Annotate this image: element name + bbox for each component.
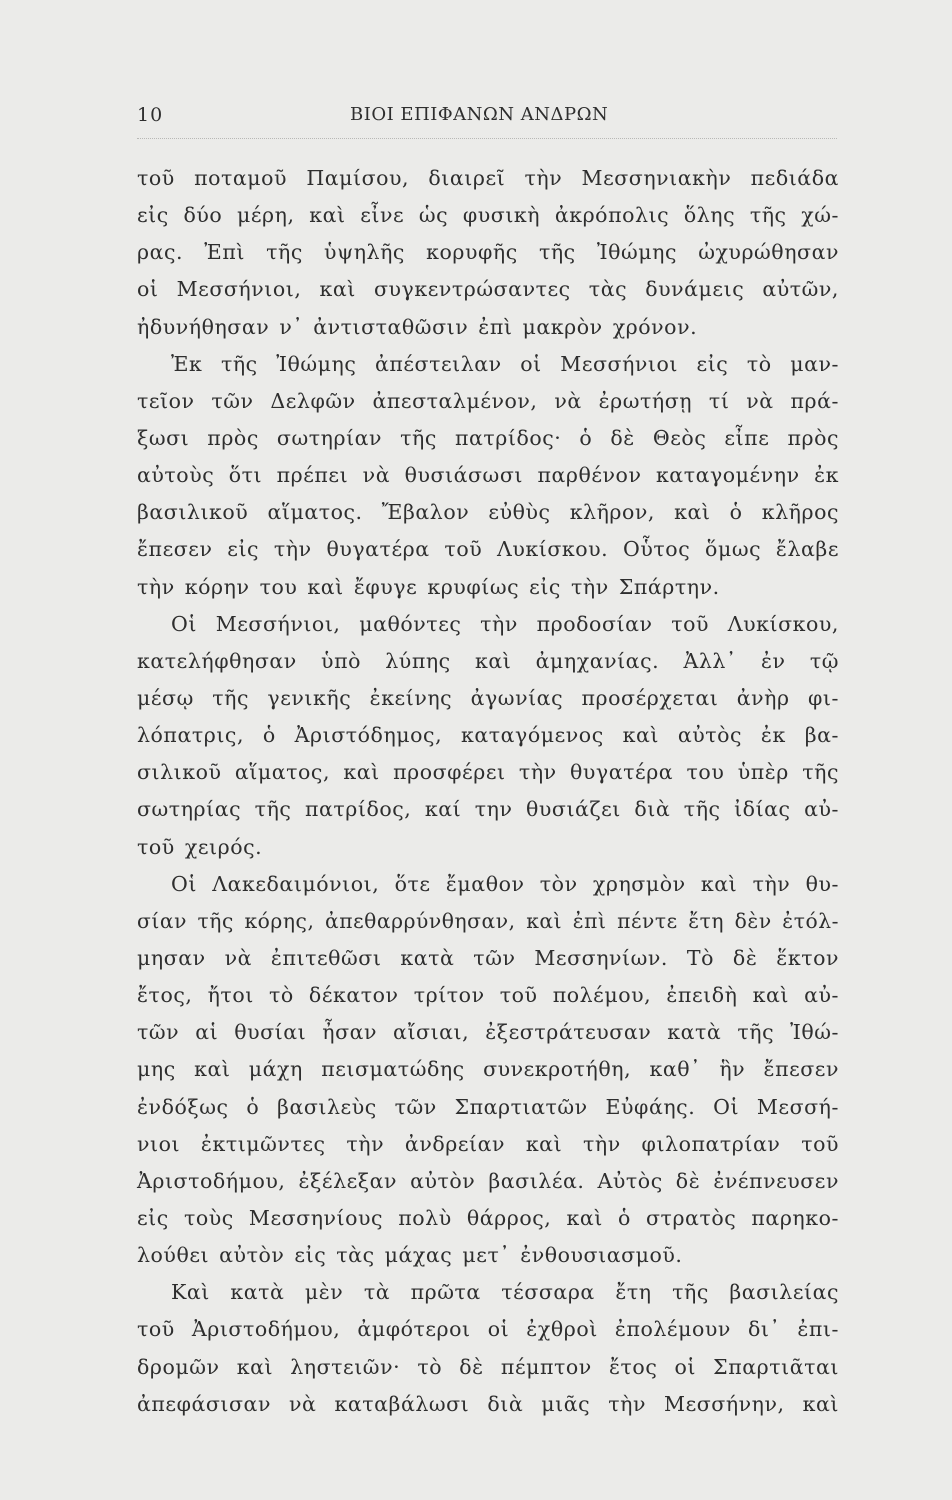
text-line: μησαν νὰ ἐπιτεθῶσι κατὰ τῶν Μεσσηνίων. Τὸ δὲ ἕκτον	[137, 945, 839, 970]
text-line: τὴν κόρην του καὶ ἔφυγε κρυφίως εἰς τὴν Σπάρτην.	[137, 574, 720, 599]
text-line: μης καὶ μάχη πεισματώδης συνεκροτήθη, καθ᾽ ἣν ἔπεσεν	[137, 1057, 839, 1082]
page-number: 10	[137, 104, 164, 126]
text-line: Ἐκ τῆς Ἰθώμης ἀπέστειλαν οἱ Μεσσήνιοι εἰς τὸ μαν-	[171, 351, 839, 376]
text-line: αὐτοὺς ὅτι πρέπει νὰ θυσιάσωσι παρθένον καταγομένην ἐκ	[137, 463, 839, 488]
body-text	[137, 160, 839, 1423]
text-line: Οἱ Μεσσήνιοι, μαθόντες τὴν προδοσίαν τοῦ Λυκίσκου,	[171, 611, 839, 636]
running-title: ΒΙΟΙ ΕΠΙΦΑΝΩΝ ΑΝΔΡΩΝ	[350, 104, 609, 125]
text-line: τοῦ Ἀριστοδήμου, ἀμφότεροι οἱ ἐχθροὶ ἐπολέμουν δι᾽ ἐπι-	[137, 1317, 839, 1342]
text-line: νιοι ἐκτιμῶντες τὴν ἀνδρείαν καὶ τὴν φιλοπατρίαν τοῦ	[137, 1131, 839, 1156]
text-line: λούθει αὐτὸν εἰς τὰς μάχας μετ᾽ ἐνθουσιασμοῦ.	[137, 1243, 683, 1268]
text-line: βασιλικοῦ αἵματος. Ἔβαλον εὐθὺς κλῆρον, καὶ ὁ κλῆρος	[137, 500, 839, 525]
text-line: ρας. Ἐπὶ τῆς ὑψηλῆς κορυφῆς τῆς Ἰθώμης ὠχυρώθησαν	[137, 240, 839, 265]
text-line: Οἱ Λακεδαιμόνιοι, ὅτε ἔμαθον τὸν χρησμὸν καὶ τὴν θυ-	[171, 871, 839, 896]
text-line: εἰς δύο μέρη, καὶ εἶνε ὡς φυσικὴ ἀκρόπολις ὅλης τῆς χώ-	[137, 203, 839, 228]
text-line: ἔτος, ἤτοι τὸ δέκατον τρίτον τοῦ πολέμου, ἐπειδὴ καὶ αὐ-	[137, 983, 839, 1008]
text-line: τοῦ ποταμοῦ Παμίσου, διαιρεῖ τὴν Μεσσηνιακὴν πεδιάδα	[137, 166, 839, 190]
text-line: σίαν τῆς κόρης, ἀπεθαρρύνθησαν, καὶ ἐπὶ πέντε ἔτη δὲν ἐτόλ-	[137, 908, 839, 933]
text-line: Καὶ κατὰ μὲν τὰ πρῶτα τέσσαρα ἔτη τῆς βασιλείας	[171, 1280, 839, 1305]
text-line: εἰς τοὺς Μεσσηνίους πολὺ θάρρος, καὶ ὁ στρατὸς παρηκο-	[137, 1205, 839, 1230]
text-line: σιλικοῦ αἵματος, καὶ προσφέρει τὴν θυγατέρα του ὑπὲρ τῆς	[137, 760, 839, 785]
text-line: κατελήφθησαν ὑπὸ λύπης καὶ ἀμηχανίας. Ἀλλ᾽ ἐν τῷ	[137, 648, 839, 673]
text-line: ἔπεσεν εἰς τὴν θυγατέρα τοῦ Λυκίσκου. Οὗτος ὅμως ἔλαβε	[137, 537, 839, 562]
text-line: δρομῶν καὶ ληστειῶν· τὸ δὲ πέμπτον ἔτος οἱ Σπαρτιᾶται	[137, 1354, 839, 1379]
text-line: Ἀριστοδήμου, ἐξέλεξαν αὐτὸν βασιλέα. Αὐτὸς δὲ ἐνέπνευσεν	[137, 1168, 839, 1193]
text-line: οἱ Μεσσήνιοι, καὶ συγκεντρώσαντες τὰς δυνάμεις αὐτῶν,	[137, 277, 839, 302]
text-line: τεῖον τῶν Δελφῶν ἀπεσταλμένον, νὰ ἐρωτήσῃ τί νὰ πρά-	[137, 388, 839, 413]
text-line: σωτηρίας τῆς πατρίδος, καί την θυσιάζει διὰ τῆς ἰδίας αὐ-	[137, 797, 839, 822]
text-line: λόπατρις, ὁ Ἀριστόδημος, καταγόμενος καὶ αὐτὸς ἐκ βα-	[137, 723, 839, 748]
text-line: ἠδυνήθησαν ν᾽ ἀντισταθῶσιν ἐπὶ μακρὸν χρόνον.	[137, 314, 698, 339]
text-line: ἐνδόξως ὁ βασιλεὺς τῶν Σπαρτιατῶν Εὐφάης. Οἱ Μεσσή-	[137, 1094, 839, 1119]
text-line: τῶν αἱ θυσίαι ἦσαν αἴσιαι, ἐξεστράτευσαν κατὰ τῆς Ἰθώ-	[137, 1020, 839, 1045]
text-line: ἀπεφάσισαν νὰ καταβάλωσι διὰ μιᾶς τὴν Μεσσήνην, καὶ	[137, 1391, 839, 1416]
text-line: ξωσι πρὸς σωτηρίαν τῆς πατρίδος· ὁ δὲ Θεὸς εἶπε πρὸς	[137, 425, 839, 450]
text-line: μέσῳ τῆς γενικῆς ἐκείνης ἀγωνίας προσέρχεται ἀνὴρ φι-	[137, 685, 839, 710]
text-line: τοῦ χειρός.	[137, 834, 263, 859]
header-rule	[137, 138, 837, 139]
